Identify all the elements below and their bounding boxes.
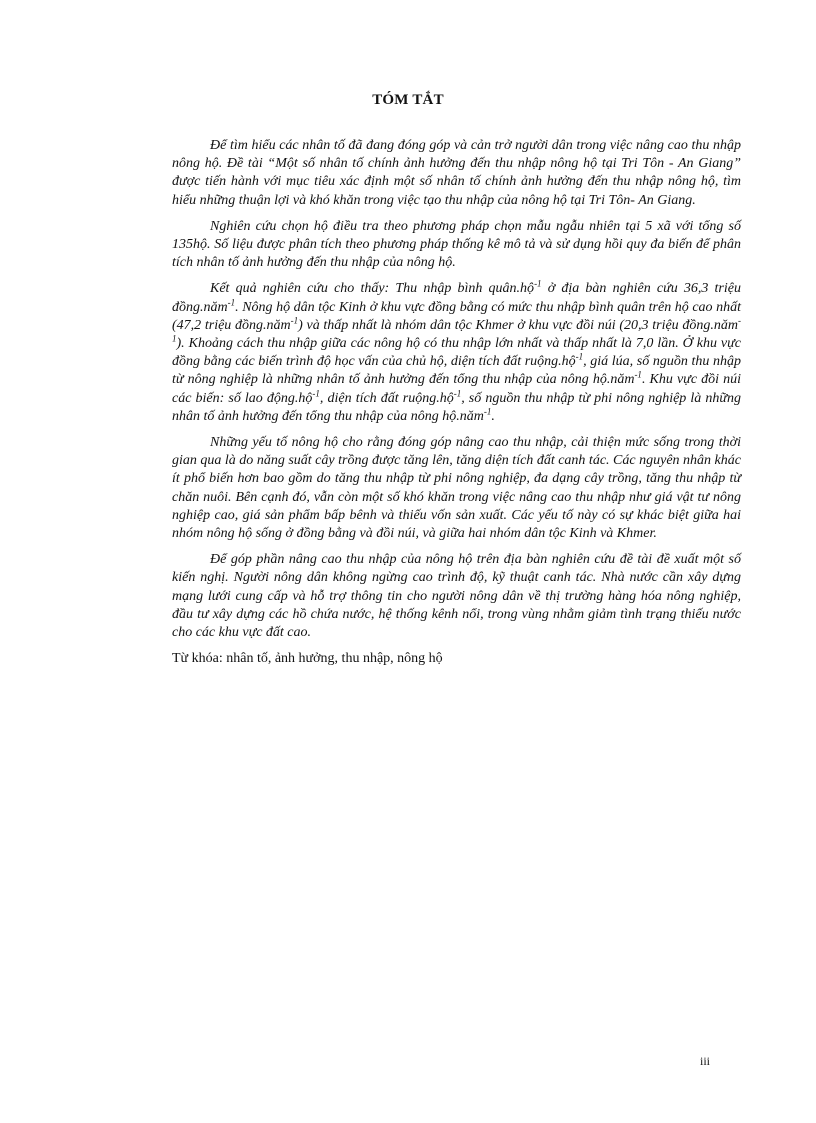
paragraph-recommendations: Để góp phần nâng cao thu nhập của nông hộ trên địa bàn nghiên cứu đề tài đề xuất một số kiến nghị. Người nông dân không ngừng cao trình độ, kỹ thuật canh tác. Nhà nước cần xây dựng mạng lưới cung cấp và hỗ trợ thông tin cho người nông dân về thị trường hàng hóa nông nghiệp, đầu tư xây dựng các hồ chứa nước, hệ thống kênh nổi, trong vùng nhằm giảm tình trạng thiếu nước cho các khu vực đất cao. [172, 552, 741, 641]
paragraph-objective: Để tìm hiểu các nhân tố đã đang đóng góp và cản trở người dân trong việc nâng cao thu nhập nông hộ. Đề tài “Một số nhân tố chính ảnh hưởng đến thu nhập nông hộ tại Tri Tôn - An Giang” được tiến hành với mục tiêu xác định một số nhân tố chính ảnh hưởng đến thu nhập nông hộ, tìm hiểu những thuận lợi và khó khăn trong việc tạo thu nhập của nông hộ tại Tri Tôn- An Giang. [172, 138, 741, 208]
page-number: iii [700, 1054, 711, 1068]
page-title: TÓM TẮT [372, 92, 444, 108]
paragraph-results: Kết quả nghiên cứu cho thấy: Thu nhập bình quân.hộ$^{-1}$ ở địa bàn nghiên cứu 36,3 triệu đồng.năm$^{-1}$. Nông hộ dân tộc Kinh ở khu vực đồng bằng có mức thu nhập bình quân trên hộ cao nhất (47,2 triệu đồng.năm$^{-1}$) và thấp nhất là nhóm dân tộc Khmer ở khu vực đồi núi (20,3 triệu đồng.năm$^{-1}$). Khoảng cách thu nhập giữa các nông hộ có thu nhập lớn nhất và thấp nhất là 7,0 lần. Ở khu vực đồng bằng các biến trình độ học vấn của chủ hộ, diện tích đất ruộng.hộ$^{-1}$, giá lúa, số nguồn thu nhập từ nông nghiệp là những nhân tố ảnh hưởng đến tổng thu nhập của nông hộ.năm$^{-1}$. Khu vực đồi núi các biến: số lao động.hộ$^{-1}$, diện tích đất ruộng.hộ$^{-1}$, số nguồn thu nhập từ phi nông nghiệp là những nhân tố ảnh hưởng đến tổng thu nhập của nông hộ.năm$^{-1}$. [172, 278, 742, 424]
paragraph-factors: Những yếu tố nông hộ cho rằng đóng góp nâng cao thu nhập, cải thiện mức sống trong thời gian qua là do năng suất cây trồng được tăng lên, tăng diện tích đất canh tác. Các nguyên nhân khác ít phổ biến hơn bao gồm do tăng thu nhập từ phi nông nghiệp, đa dạng cây trồng, tăng thu nhập từ chăn nuôi. Bên cạnh đó, vẫn còn một số khó khăn trong việc nâng cao thu nhập như giá vật tư nông nghiệp cao, giá sản phẩm bấp bênh và thiếu vốn sản xuất. Các yếu tố này có sự khác biệt giữa hai nhóm nông hộ sống ở đồng bằng và đồi núi, và giữa hai nhóm dân tộc Kinh và Khmer. [172, 435, 741, 542]
paragraph-method: Nghiên cứu chọn hộ điều tra theo phương pháp chọn mẫu ngẫu nhiên tại 5 xã với tổng số 135hộ. Số liệu được phân tích theo phương pháp thống kê mô tả và sử dụng hồi quy đa biến để phân tích nhân tố ảnh hưởng đến thu nhập của nông hộ. [172, 218, 741, 271]
keywords-line: Từ khóa: nhân tố, ảnh hưởng, thu nhập, nông hộ [172, 651, 443, 667]
abstract-body [172, 137, 741, 668]
